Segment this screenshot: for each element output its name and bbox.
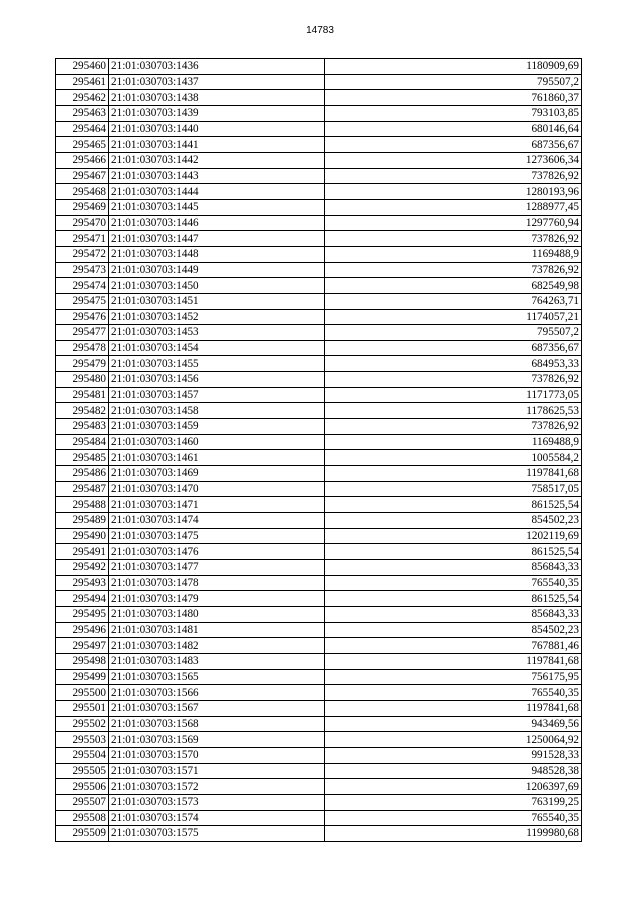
cadastral-number-cell: 21:01:030703:1450 xyxy=(109,278,325,294)
row-number-cell: 295479 xyxy=(56,356,109,372)
table-row xyxy=(56,74,582,90)
table-row xyxy=(56,325,582,341)
cadastral-value-cell: 737826,92 xyxy=(325,231,582,247)
cadastral-number-cell: 21:01:030703:1483 xyxy=(109,653,325,669)
row-number-cell: 295505 xyxy=(56,763,109,779)
cadastral-value-cell: 1178625,53 xyxy=(325,403,582,419)
cadastral-value-cell: 991528,33 xyxy=(325,747,582,763)
cadastral-value-cell: 856843,33 xyxy=(325,606,582,622)
cadastral-value-cell: 1180909,69 xyxy=(325,59,582,75)
cadastral-number-cell: 21:01:030703:1452 xyxy=(109,309,325,325)
cadastral-value-cell: 737826,92 xyxy=(325,262,582,278)
row-number-cell: 295501 xyxy=(56,700,109,716)
cadastral-number-cell: 21:01:030703:1476 xyxy=(109,544,325,560)
table-row xyxy=(56,826,582,842)
cadastral-value-cell: 1171773,05 xyxy=(325,387,582,403)
table-body xyxy=(56,59,582,842)
cadastral-number-cell: 21:01:030703:1455 xyxy=(109,356,325,372)
row-number-cell: 295481 xyxy=(56,387,109,403)
cadastral-value-cell: 1197841,68 xyxy=(325,466,582,482)
row-number-cell: 295493 xyxy=(56,575,109,591)
table-row xyxy=(56,419,582,435)
cadastral-value-cell: 795507,2 xyxy=(325,325,582,341)
cadastral-value-cell: 1199980,68 xyxy=(325,826,582,842)
cadastral-number-cell: 21:01:030703:1436 xyxy=(109,59,325,75)
table-row xyxy=(56,137,582,153)
cadastral-number-cell: 21:01:030703:1573 xyxy=(109,794,325,810)
row-number-cell: 295509 xyxy=(56,826,109,842)
row-number-cell: 295473 xyxy=(56,262,109,278)
cadastral-number-cell: 21:01:030703:1575 xyxy=(109,826,325,842)
table-row xyxy=(56,387,582,403)
row-number-cell: 295504 xyxy=(56,747,109,763)
row-number-cell: 295497 xyxy=(56,638,109,654)
row-number-cell: 295498 xyxy=(56,653,109,669)
cadastral-value-cell: 687356,67 xyxy=(325,340,582,356)
row-number-cell: 295460 xyxy=(56,59,109,75)
cadastral-value-cell: 1206397,69 xyxy=(325,779,582,795)
cadastral-number-cell: 21:01:030703:1447 xyxy=(109,231,325,247)
cadastral-number-cell: 21:01:030703:1481 xyxy=(109,622,325,638)
cadastral-number-cell: 21:01:030703:1478 xyxy=(109,575,325,591)
cadastral-value-table xyxy=(55,58,582,842)
cadastral-number-cell: 21:01:030703:1457 xyxy=(109,387,325,403)
table-row xyxy=(56,466,582,482)
cadastral-value-cell: 680146,64 xyxy=(325,121,582,137)
row-number-cell: 295496 xyxy=(56,622,109,638)
cadastral-number-cell: 21:01:030703:1438 xyxy=(109,90,325,106)
row-number-cell: 295469 xyxy=(56,199,109,215)
row-number-cell: 295488 xyxy=(56,497,109,513)
row-number-cell: 295502 xyxy=(56,716,109,732)
cadastral-number-cell: 21:01:030703:1449 xyxy=(109,262,325,278)
row-number-cell: 295490 xyxy=(56,528,109,544)
table-row xyxy=(56,638,582,654)
cadastral-number-cell: 21:01:030703:1479 xyxy=(109,591,325,607)
table-row xyxy=(56,669,582,685)
row-number-cell: 295487 xyxy=(56,481,109,497)
row-number-cell: 295476 xyxy=(56,309,109,325)
cadastral-value-cell: 737826,92 xyxy=(325,372,582,388)
cadastral-number-cell: 21:01:030703:1459 xyxy=(109,419,325,435)
cadastral-value-cell: 795507,2 xyxy=(325,74,582,90)
row-number-cell: 295494 xyxy=(56,591,109,607)
cadastral-number-cell: 21:01:030703:1446 xyxy=(109,215,325,231)
table-row xyxy=(56,356,582,372)
row-number-cell: 295485 xyxy=(56,450,109,466)
table-row xyxy=(56,105,582,121)
cadastral-value-cell: 1169488,9 xyxy=(325,434,582,450)
table-row xyxy=(56,497,582,513)
cadastral-value-cell: 684953,33 xyxy=(325,356,582,372)
row-number-cell: 295495 xyxy=(56,606,109,622)
row-number-cell: 295507 xyxy=(56,794,109,810)
row-number-cell: 295475 xyxy=(56,293,109,309)
table-row xyxy=(56,403,582,419)
cadastral-value-cell: 1288977,45 xyxy=(325,199,582,215)
cadastral-number-cell: 21:01:030703:1440 xyxy=(109,121,325,137)
cadastral-number-cell: 21:01:030703:1444 xyxy=(109,184,325,200)
cadastral-value-cell: 1005584,2 xyxy=(325,450,582,466)
cadastral-value-cell: 763199,25 xyxy=(325,794,582,810)
table-row xyxy=(56,121,582,137)
table-row xyxy=(56,716,582,732)
cadastral-number-cell: 21:01:030703:1568 xyxy=(109,716,325,732)
cadastral-value-cell: 687356,67 xyxy=(325,137,582,153)
cadastral-number-cell: 21:01:030703:1482 xyxy=(109,638,325,654)
cadastral-value-cell: 1169488,9 xyxy=(325,246,582,262)
cadastral-value-cell: 1250064,92 xyxy=(325,732,582,748)
cadastral-number-cell: 21:01:030703:1480 xyxy=(109,606,325,622)
cadastral-number-cell: 21:01:030703:1570 xyxy=(109,747,325,763)
cadastral-number-cell: 21:01:030703:1567 xyxy=(109,700,325,716)
table-row xyxy=(56,732,582,748)
row-number-cell: 295477 xyxy=(56,325,109,341)
cadastral-number-cell: 21:01:030703:1460 xyxy=(109,434,325,450)
cadastral-number-cell: 21:01:030703:1456 xyxy=(109,372,325,388)
row-number-cell: 295472 xyxy=(56,246,109,262)
table-row xyxy=(56,763,582,779)
row-number-cell: 295465 xyxy=(56,137,109,153)
table-row xyxy=(56,450,582,466)
row-number-cell: 295462 xyxy=(56,90,109,106)
cadastral-value-cell: 856843,33 xyxy=(325,560,582,576)
table-row xyxy=(56,90,582,106)
cadastral-value-cell: 764263,71 xyxy=(325,293,582,309)
row-number-cell: 295503 xyxy=(56,732,109,748)
row-number-cell: 295467 xyxy=(56,168,109,184)
table-row xyxy=(56,309,582,325)
cadastral-value-cell: 948528,38 xyxy=(325,763,582,779)
table-row xyxy=(56,528,582,544)
cadastral-number-cell: 21:01:030703:1471 xyxy=(109,497,325,513)
cadastral-value-cell: 861525,54 xyxy=(325,497,582,513)
cadastral-value-cell: 737826,92 xyxy=(325,168,582,184)
row-number-cell: 295483 xyxy=(56,419,109,435)
table-row xyxy=(56,575,582,591)
cadastral-value-cell: 793103,85 xyxy=(325,105,582,121)
cadastral-value-cell: 854502,23 xyxy=(325,513,582,529)
cadastral-number-cell: 21:01:030703:1475 xyxy=(109,528,325,544)
row-number-cell: 295500 xyxy=(56,685,109,701)
cadastral-value-cell: 854502,23 xyxy=(325,622,582,638)
cadastral-value-cell: 761860,37 xyxy=(325,90,582,106)
cadastral-number-cell: 21:01:030703:1439 xyxy=(109,105,325,121)
cadastral-value-cell: 861525,54 xyxy=(325,544,582,560)
row-number-cell: 295464 xyxy=(56,121,109,137)
cadastral-number-cell: 21:01:030703:1445 xyxy=(109,199,325,215)
cadastral-value-cell: 1273606,34 xyxy=(325,152,582,168)
cadastral-value-cell: 737826,92 xyxy=(325,419,582,435)
cadastral-value-cell: 1197841,68 xyxy=(325,700,582,716)
cadastral-value-cell: 758517,05 xyxy=(325,481,582,497)
cadastral-value-cell: 1202119,69 xyxy=(325,528,582,544)
row-number-cell: 295470 xyxy=(56,215,109,231)
cadastral-number-cell: 21:01:030703:1461 xyxy=(109,450,325,466)
table-row xyxy=(56,560,582,576)
row-number-cell: 295484 xyxy=(56,434,109,450)
table-row xyxy=(56,779,582,795)
table-row xyxy=(56,199,582,215)
table-row xyxy=(56,685,582,701)
page-number: 14783 xyxy=(306,25,334,36)
row-number-cell: 295463 xyxy=(56,105,109,121)
table-row xyxy=(56,653,582,669)
cadastral-number-cell: 21:01:030703:1470 xyxy=(109,481,325,497)
table-row xyxy=(56,481,582,497)
table-row xyxy=(56,434,582,450)
row-number-cell: 295468 xyxy=(56,184,109,200)
cadastral-value-cell: 765540,35 xyxy=(325,575,582,591)
cadastral-number-cell: 21:01:030703:1474 xyxy=(109,513,325,529)
cadastral-number-cell: 21:01:030703:1448 xyxy=(109,246,325,262)
cadastral-value-cell: 765540,35 xyxy=(325,685,582,701)
table-row xyxy=(56,747,582,763)
row-number-cell: 295461 xyxy=(56,74,109,90)
row-number-cell: 295491 xyxy=(56,544,109,560)
row-number-cell: 295480 xyxy=(56,372,109,388)
cadastral-number-cell: 21:01:030703:1572 xyxy=(109,779,325,795)
cadastral-number-cell: 21:01:030703:1571 xyxy=(109,763,325,779)
row-number-cell: 295492 xyxy=(56,560,109,576)
table-row xyxy=(56,340,582,356)
table-row xyxy=(56,215,582,231)
row-number-cell: 295508 xyxy=(56,810,109,826)
table-row xyxy=(56,513,582,529)
cadastral-value-cell: 1280193,96 xyxy=(325,184,582,200)
row-number-cell: 295506 xyxy=(56,779,109,795)
table-row xyxy=(56,231,582,247)
table-row xyxy=(56,278,582,294)
row-number-cell: 295482 xyxy=(56,403,109,419)
cadastral-number-cell: 21:01:030703:1469 xyxy=(109,466,325,482)
cadastral-value-cell: 1197841,68 xyxy=(325,653,582,669)
cadastral-value-cell: 682549,98 xyxy=(325,278,582,294)
table-row xyxy=(56,700,582,716)
cadastral-value-cell: 861525,54 xyxy=(325,591,582,607)
cadastral-number-cell: 21:01:030703:1569 xyxy=(109,732,325,748)
row-number-cell: 295466 xyxy=(56,152,109,168)
cadastral-number-cell: 21:01:030703:1454 xyxy=(109,340,325,356)
cadastral-value-cell: 943469,56 xyxy=(325,716,582,732)
cadastral-value-cell: 756175,95 xyxy=(325,669,582,685)
cadastral-number-cell: 21:01:030703:1443 xyxy=(109,168,325,184)
table-row xyxy=(56,152,582,168)
table-row xyxy=(56,794,582,810)
table-row xyxy=(56,606,582,622)
row-number-cell: 295489 xyxy=(56,513,109,529)
row-number-cell: 295471 xyxy=(56,231,109,247)
cadastral-number-cell: 21:01:030703:1441 xyxy=(109,137,325,153)
cadastral-number-cell: 21:01:030703:1458 xyxy=(109,403,325,419)
cadastral-number-cell: 21:01:030703:1566 xyxy=(109,685,325,701)
table-row xyxy=(56,810,582,826)
table-row xyxy=(56,262,582,278)
row-number-cell: 295474 xyxy=(56,278,109,294)
table-row xyxy=(56,59,582,75)
cadastral-number-cell: 21:01:030703:1453 xyxy=(109,325,325,341)
cadastral-number-cell: 21:01:030703:1451 xyxy=(109,293,325,309)
cadastral-value-cell: 765540,35 xyxy=(325,810,582,826)
table-row xyxy=(56,293,582,309)
cadastral-number-cell: 21:01:030703:1574 xyxy=(109,810,325,826)
cadastral-value-cell: 767881,46 xyxy=(325,638,582,654)
row-number-cell: 295478 xyxy=(56,340,109,356)
cadastral-number-cell: 21:01:030703:1437 xyxy=(109,74,325,90)
cadastral-number-cell: 21:01:030703:1565 xyxy=(109,669,325,685)
table-row xyxy=(56,372,582,388)
cadastral-value-cell: 1174057,21 xyxy=(325,309,582,325)
row-number-cell: 295499 xyxy=(56,669,109,685)
cadastral-number-cell: 21:01:030703:1477 xyxy=(109,560,325,576)
cadastral-number-cell: 21:01:030703:1442 xyxy=(109,152,325,168)
cadastral-value-cell: 1297760,94 xyxy=(325,215,582,231)
table-row xyxy=(56,544,582,560)
table-row xyxy=(56,184,582,200)
row-number-cell: 295486 xyxy=(56,466,109,482)
table-row xyxy=(56,622,582,638)
table-row xyxy=(56,591,582,607)
table-row xyxy=(56,168,582,184)
table-row xyxy=(56,246,582,262)
